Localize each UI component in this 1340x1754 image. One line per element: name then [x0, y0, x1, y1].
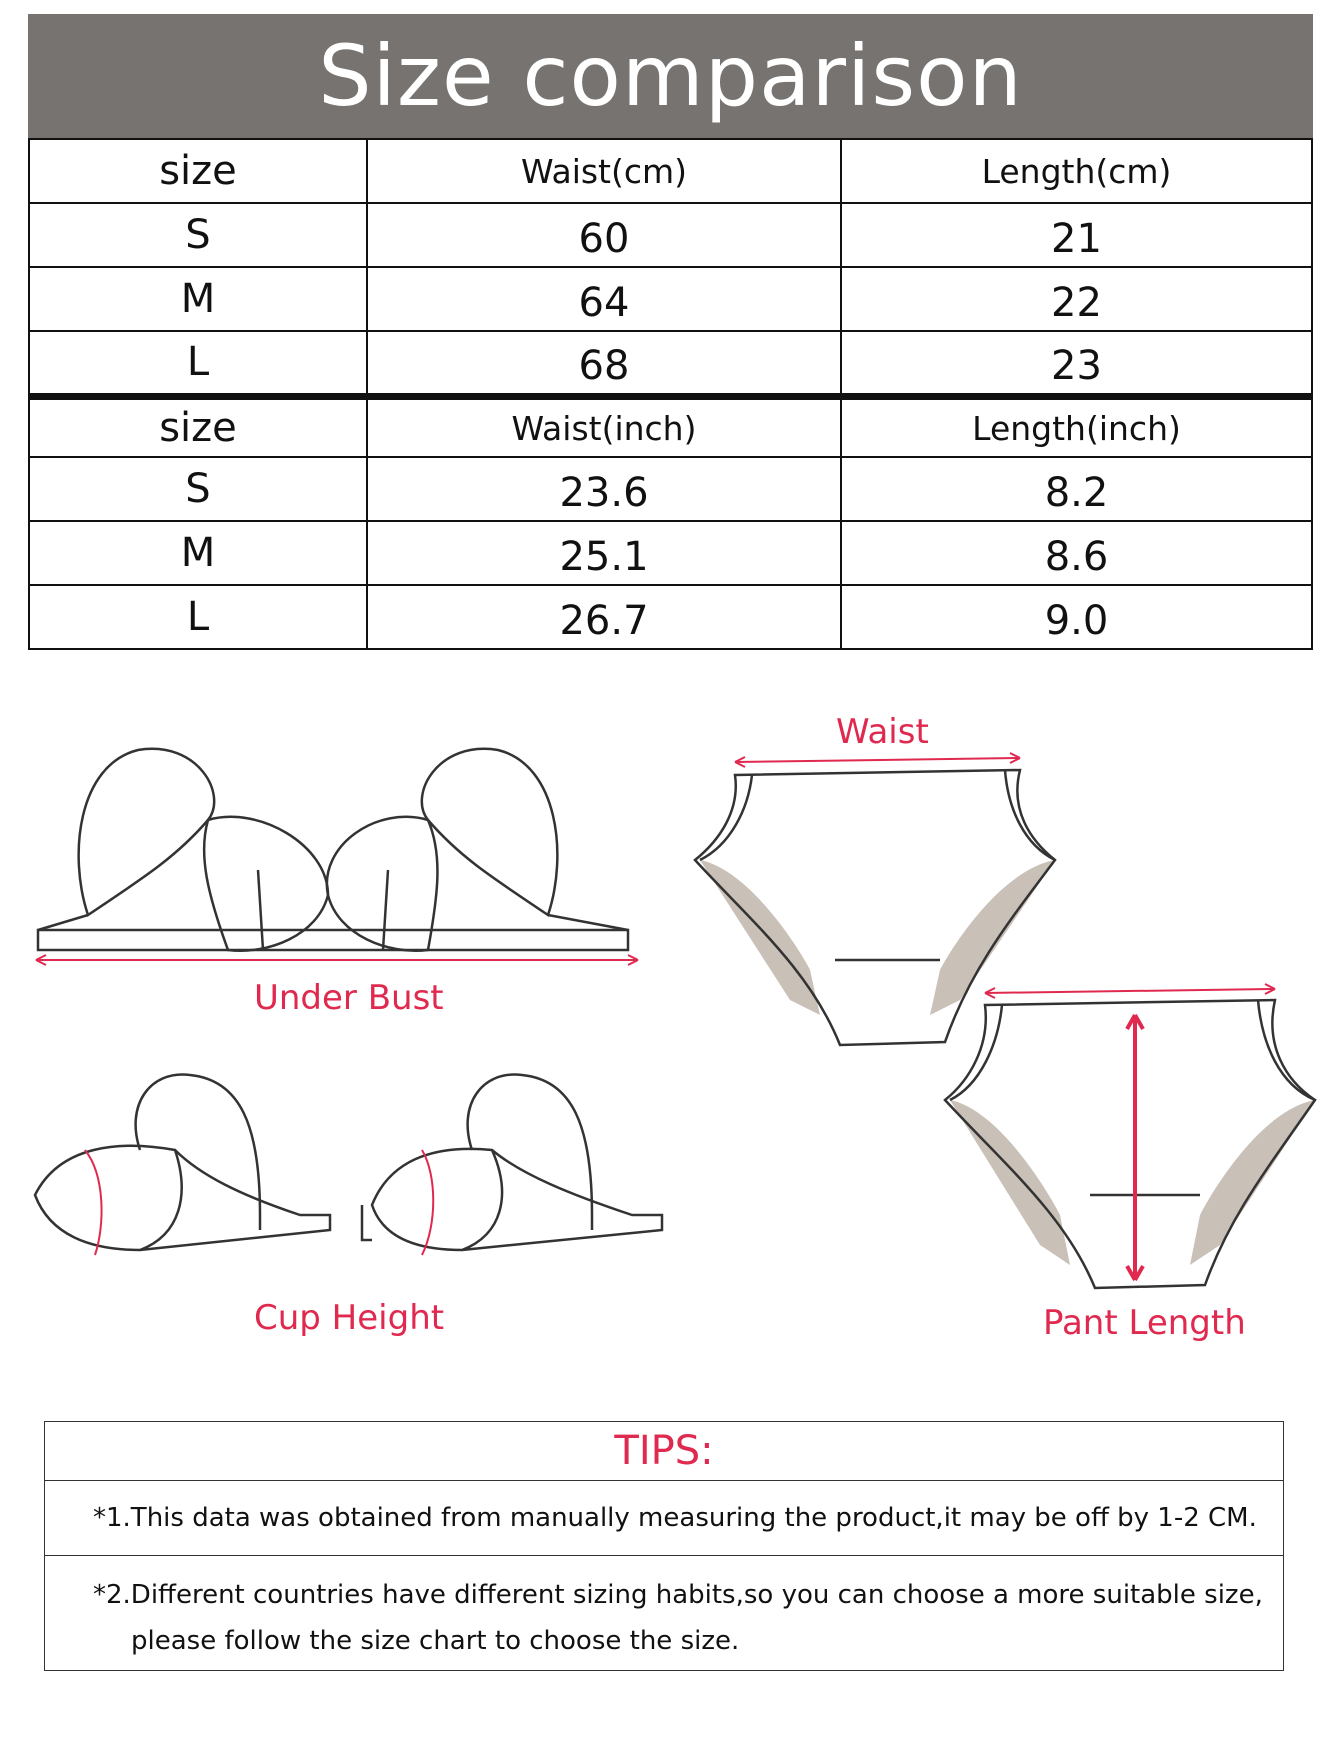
under-bust-label: Under Bust: [254, 978, 444, 1018]
table-row: [29, 457, 1312, 521]
size-cell: S: [29, 203, 367, 267]
length-header: Length(inch): [841, 399, 1312, 457]
page-title: Size comparison: [28, 14, 1313, 138]
table-row: [29, 267, 1312, 331]
length-cell: 8.2: [841, 457, 1312, 521]
length-cell: 22: [841, 267, 1312, 331]
waist-cell: 60: [367, 203, 841, 267]
size-table-cm: [28, 138, 1313, 398]
length-cell: 8.6: [841, 521, 1312, 585]
table-row: [29, 585, 1312, 649]
pant-length-label: Pant Length: [1043, 1303, 1246, 1343]
table-row: [29, 331, 1312, 395]
table-header-row: [29, 139, 1312, 203]
tip-2: [45, 1556, 1283, 1664]
bra-under-bust-diagram: [28, 735, 668, 965]
size-header: size: [29, 139, 367, 203]
size-cell: S: [29, 457, 367, 521]
waist-header: Waist(cm): [367, 139, 841, 203]
tips-title: TIPS:: [45, 1422, 1283, 1481]
size-cell: M: [29, 267, 367, 331]
bra-cup-height-diagram-right: [362, 1065, 672, 1265]
cup-height-label: Cup Height: [254, 1298, 445, 1338]
size-cell: L: [29, 331, 367, 395]
waist-cell: 26.7: [367, 585, 841, 649]
table-row: [29, 203, 1312, 267]
size-header: size: [29, 399, 367, 457]
waist-cell: 68: [367, 331, 841, 395]
panty-length-diagram: [940, 985, 1320, 1295]
length-cell: 9.0: [841, 585, 1312, 649]
waist-label: Waist: [836, 712, 929, 752]
tips-box: [44, 1421, 1284, 1671]
size-cell: M: [29, 521, 367, 585]
waist-cell: 64: [367, 267, 841, 331]
waist-cell: 23.6: [367, 457, 841, 521]
size-cell: L: [29, 585, 367, 649]
bra-cup-height-diagram-left: [30, 1065, 340, 1265]
tip-2-line-1: *2.Different countries have different sizing habits,so you can choose a more suitable size,: [93, 1580, 1263, 1610]
waist-header: Waist(inch): [367, 399, 841, 457]
tip-1: *1.This data was obtained from manually measuring the product,it may be off by 1-2 CM.: [45, 1481, 1283, 1556]
length-header: Length(cm): [841, 139, 1312, 203]
length-cell: 23: [841, 331, 1312, 395]
length-cell: 21: [841, 203, 1312, 267]
size-table-inch: [28, 398, 1313, 650]
table-header-row: [29, 399, 1312, 457]
table-row: [29, 521, 1312, 585]
tip-2-line-2: please follow the size chart to choose the size.: [131, 1626, 740, 1656]
waist-cell: 25.1: [367, 521, 841, 585]
